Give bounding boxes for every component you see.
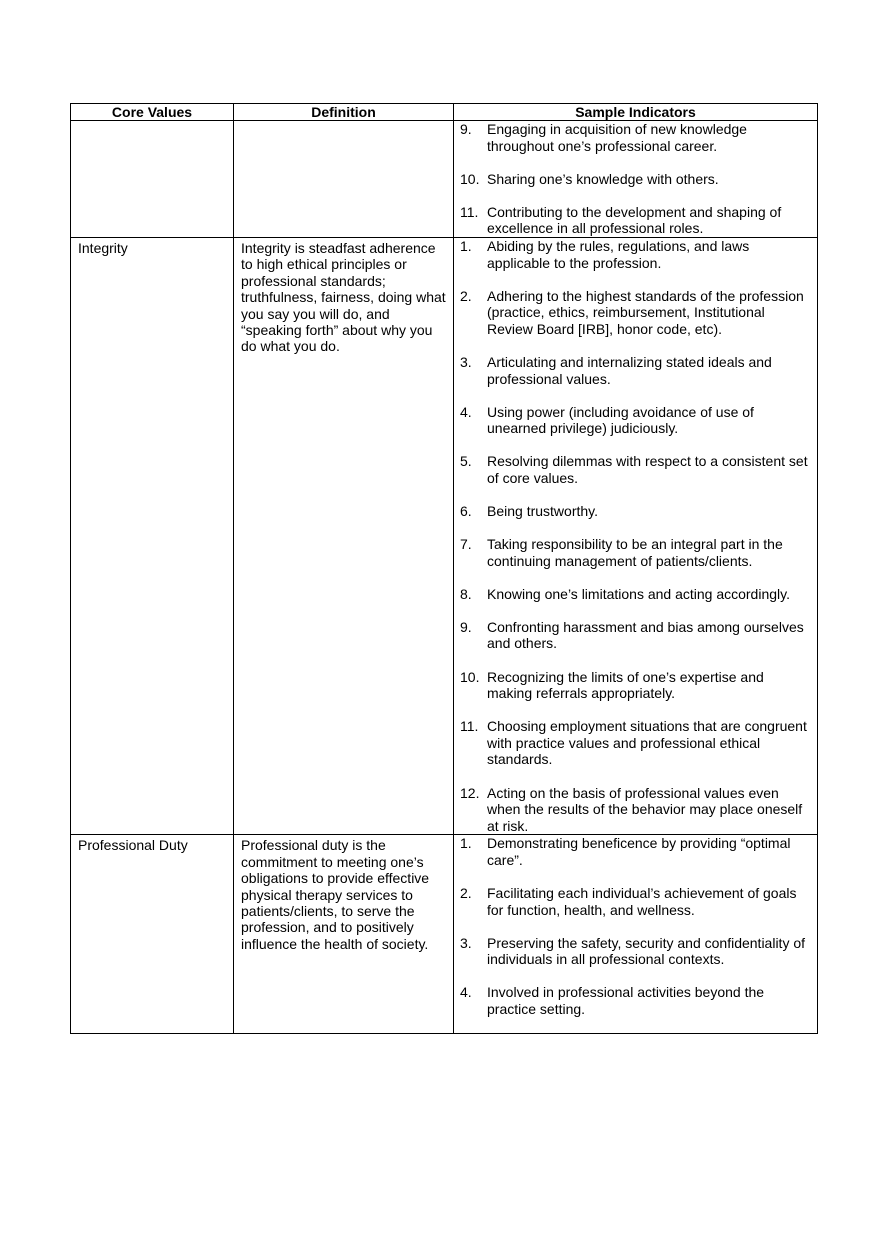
indicator-number: 4. bbox=[460, 403, 472, 420]
indicator-item bbox=[460, 121, 811, 154]
indicator-number: 7. bbox=[460, 536, 472, 553]
indicator-number: 8. bbox=[460, 585, 472, 602]
indicator-item bbox=[460, 171, 811, 188]
indicator-number: 5. bbox=[460, 453, 472, 470]
indicator-text: Abiding by the rules, regulations, and laws applicable to the profession. bbox=[487, 237, 750, 271]
core-values-table bbox=[70, 103, 818, 1034]
indicator-number: 2. bbox=[460, 287, 472, 304]
indicator-text: Using power (including avoidance of use of unearned privilege) judiciously. bbox=[487, 403, 754, 437]
indicator-text: Resolving dilemmas with respect to a consistent set of core values. bbox=[487, 453, 808, 486]
indicator-list bbox=[460, 835, 811, 1017]
indicator-number: 3. bbox=[460, 934, 472, 951]
indicator-item bbox=[460, 586, 811, 603]
indicator-number: 11. bbox=[460, 203, 479, 220]
indicator-number: 10. bbox=[460, 170, 480, 187]
indicator-number: 1. bbox=[460, 237, 472, 254]
indicator-text: Sharing one’s knowledge with others. bbox=[487, 170, 719, 187]
indicator-number: 9. bbox=[460, 618, 472, 635]
header-core-values: Core Values bbox=[71, 104, 234, 121]
indicator-text: Preserving the safety, security and confidentiality of individuals in all professional contexts. bbox=[487, 934, 806, 968]
definition-cell: Professional duty is the commitment to meeting one’s obligations to provide effective physical therapy services to patients/clients, to serve the profession, and to positively influence the health of society. bbox=[234, 835, 454, 1034]
indicator-item bbox=[460, 835, 811, 868]
table-row bbox=[71, 121, 818, 238]
indicator-text: Knowing one’s limitations and acting accordingly. bbox=[487, 585, 790, 602]
indicator-text: Engaging in acquisition of new knowledge throughout one’s professional career. bbox=[487, 121, 747, 154]
indicator-item bbox=[460, 404, 811, 437]
indicator-item bbox=[460, 288, 811, 338]
indicator-text: Being trustworthy. bbox=[487, 503, 599, 519]
indicator-text: Taking responsibility to be an integral part in the continuing management of patients/clients. bbox=[487, 536, 783, 569]
indicator-number: 3. bbox=[460, 353, 472, 370]
indicator-number: 11. bbox=[460, 718, 479, 735]
indicator-item bbox=[460, 238, 811, 271]
indicator-item bbox=[460, 885, 811, 918]
indicator-text: Confronting harassment and bias among ourselves and others. bbox=[487, 618, 804, 652]
indicators-cell bbox=[454, 237, 818, 834]
indicator-item bbox=[460, 785, 811, 835]
indicator-item bbox=[460, 536, 811, 569]
core-value-cell: Professional Duty bbox=[71, 835, 234, 1034]
indicator-number: 4. bbox=[460, 984, 472, 1001]
table-header-row bbox=[71, 104, 818, 121]
indicator-text: Adhering to the highest standards of the profession (practice, ethics, reimbursement, Institutional Review Board [IRB], honor code, etc). bbox=[487, 287, 804, 337]
header-definition: Definition bbox=[234, 104, 454, 121]
indicator-number: 2. bbox=[460, 885, 472, 901]
indicator-item bbox=[460, 354, 811, 387]
table-row bbox=[71, 237, 818, 834]
indicator-text: Involved in professional activities beyond the practice setting. bbox=[487, 984, 765, 1017]
indicator-number: 10. bbox=[460, 668, 480, 685]
indicator-text: Recognizing the limits of one’s expertise and making referrals appropriately. bbox=[487, 668, 764, 702]
core-value-cell: Integrity bbox=[71, 237, 234, 834]
indicators-cell bbox=[454, 835, 818, 1034]
indicator-number: 9. bbox=[460, 121, 472, 137]
indicator-item bbox=[460, 669, 811, 702]
indicator-item bbox=[460, 503, 811, 520]
indicator-number: 6. bbox=[460, 503, 472, 519]
indicator-item bbox=[460, 718, 811, 768]
indicator-text: Demonstrating beneficence by providing “optimal care”. bbox=[487, 835, 791, 868]
indicators-cell bbox=[454, 121, 818, 238]
indicator-text: Acting on the basis of professional values even when the results of the behavior may place oneself at risk. bbox=[487, 784, 803, 834]
indicator-item bbox=[460, 984, 811, 1017]
indicator-list bbox=[460, 238, 811, 834]
indicator-text: Articulating and internalizing stated ideals and professional values. bbox=[487, 353, 772, 387]
indicator-text: Facilitating each individual’s achievement of goals for function, health, and wellness. bbox=[487, 885, 797, 918]
indicator-text: Contributing to the development and shaping of excellence in all professional roles. bbox=[487, 203, 782, 237]
indicator-item bbox=[460, 619, 811, 652]
indicator-item bbox=[460, 204, 811, 237]
table-row bbox=[71, 835, 818, 1034]
core-value-cell bbox=[71, 121, 234, 238]
definition-cell: Integrity is steadfast adherence to high ethical principles or professional standards; truthfulness, fairness, doing what you say you will do, and “speaking forth” about why you do what you do. bbox=[234, 237, 454, 834]
indicator-text: Choosing employment situations that are congruent with practice values and professional ethical standards. bbox=[487, 718, 807, 768]
indicator-number: 1. bbox=[460, 835, 472, 852]
indicator-number: 12. bbox=[460, 784, 480, 801]
indicator-list bbox=[460, 121, 811, 237]
indicator-item bbox=[460, 935, 811, 968]
indicator-item bbox=[460, 453, 811, 486]
definition-cell bbox=[234, 121, 454, 238]
header-sample-indicators: Sample Indicators bbox=[454, 104, 818, 121]
